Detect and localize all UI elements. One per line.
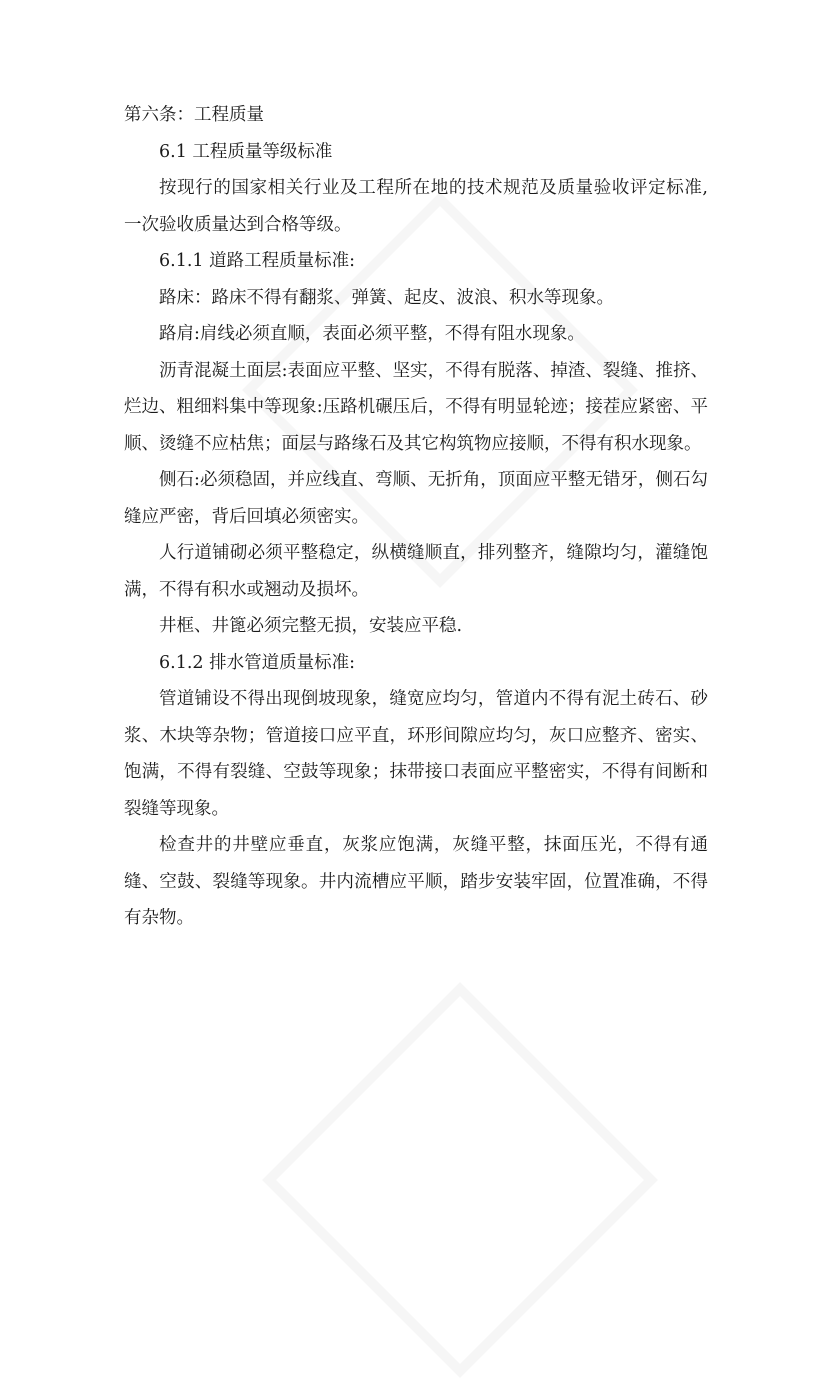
subsection-heading: 6.1.1 道路工程质量标准: [159, 251, 355, 271]
paragraph: 沥青混凝土面层:表面应平整、坚实，不得有脱落、掉渣、裂缝、推挤、烂边、粗细料集中等现象:压路机碾压后，不得有明显轮迹；接茬应紧密、平顺、烫缝不应枯焦；面层与路缘石及其它构筑物应接顺，不得有积水现象。 [124, 360, 708, 454]
paragraph: 井框、井篦必须完整无损，安装应平稳. [159, 616, 463, 636]
watermark [262, 982, 658, 1378]
subsection-heading: 6.1 工程质量等级标准 [159, 141, 333, 162]
paragraph: 管道铺设不得出现倒坡现象，缝宽应均匀，管道内不得有泥土砖石、砂浆、木块等杂物；管道接口应平直，环形间隙应均匀，灰口应整齐、密实、饱满，不得有裂缝、空鼓等现象；抹带接口表面应平整密实，不得有间断和裂缝等现象。 [124, 689, 708, 819]
paragraph: 检查井的井壁应垂直，灰浆应饱满，灰缝平整，抹面压光，不得有通缝、空鼓、裂缝等现象。井内流槽应平顺，踏步安装牢固，位置准确，不得有杂物。 [124, 835, 708, 928]
paragraph: 侧石:必须稳固，并应线直、弯顺、无折角，顶面应平整无错牙，侧石勾缝应严密，背后回填必须密实。 [124, 470, 708, 527]
paragraph: 路肩:肩线必须直顺，表面必须平整，不得有阻水现象。 [159, 324, 585, 344]
document-body [124, 97, 708, 937]
paragraph: 路床：路床不得有翻浆、弹簧、起皮、波浪、积水等现象。 [159, 287, 614, 308]
paragraph: 按现行的国家相关行业及工程所在地的技术规范及质量验收评定标准, 一次验收质量达到合格等级。 [124, 178, 708, 235]
paragraph: 人行道铺砌必须平整稳定，纵横缝顺直，排列整齐，缝隙均匀，灌缝饱满，不得有积水或翘动及损坏。 [124, 543, 708, 600]
section-title: 第六条：工程质量 [124, 105, 264, 125]
subsection-heading: 6.1.2 排水管道质量标准: [159, 652, 355, 673]
